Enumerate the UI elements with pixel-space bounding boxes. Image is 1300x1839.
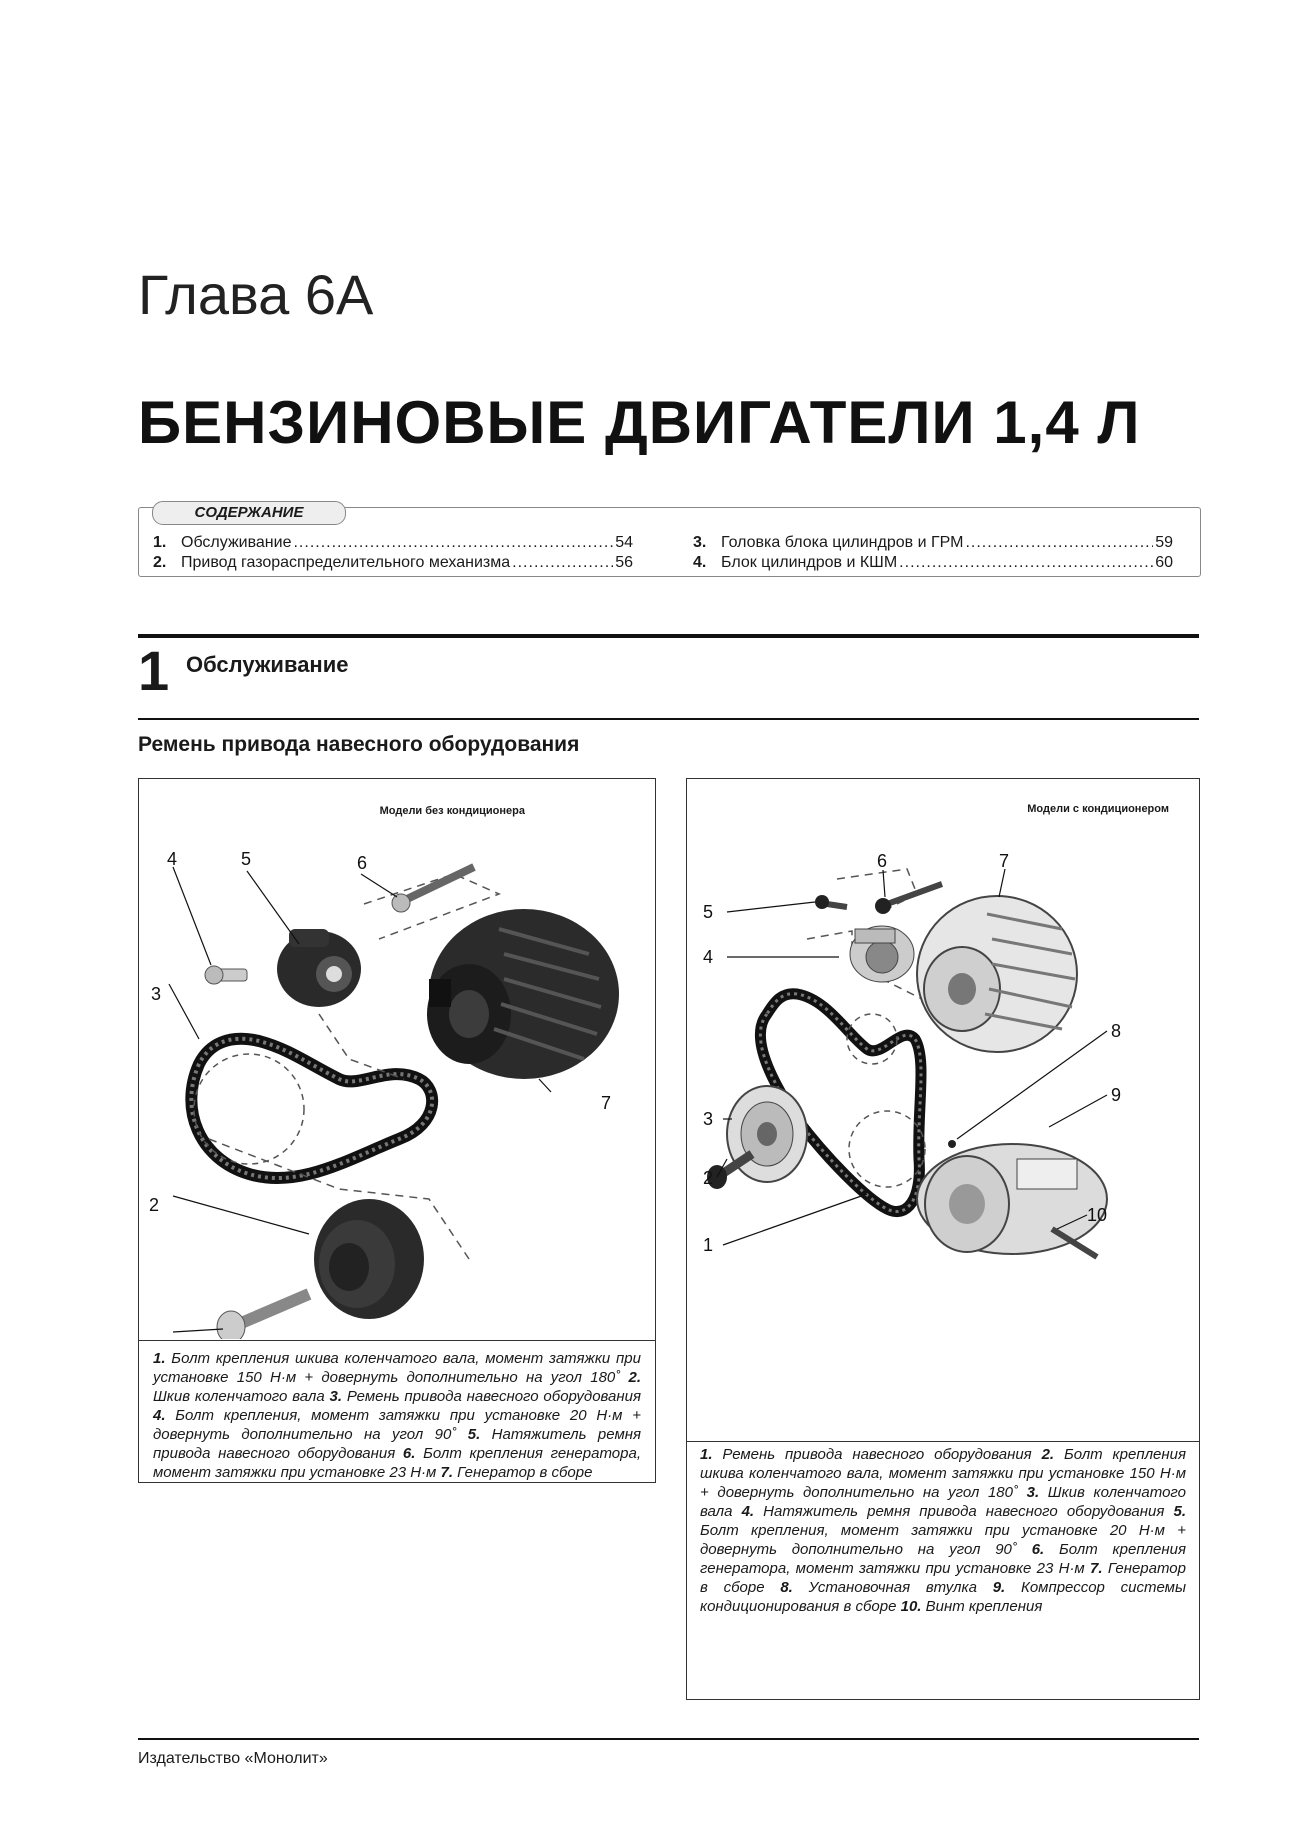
figure-caption-right: 1. Ремень привода навесного оборудования 2. Болт крепления шкива коленчатого вала, момент затяжки при установке 150 Н·м + довернуть дополнительно на угол 180˚ 3. Шкив коленчатого вала 4. Натяжитель ремня привода навесного оборудования 5. Болт крепления, момент затяжки при установке 20 Н·м + довернуть дополнительно на угол 90˚ 6. Болт крепления генератора, момент затяжки при установке 23 Н·м 7. Генератор в сборе 8. Установочная втулка 9. Компрессор системы кондиционирования в сборе 10. Винт крепления: [700, 1446, 1186, 1615]
callout-7: 7: [601, 1093, 612, 1113]
section-title: Обслуживание: [186, 652, 349, 677]
callout-r-1: 1: [703, 1235, 714, 1255]
toc-item-1[interactable]: 1. Обслуживание ..... 54: [153, 534, 633, 552]
section-rule-bottom: [138, 718, 1199, 720]
callouts-right: [687, 779, 1199, 1441]
callout-2: 2: [149, 1195, 160, 1215]
toc-item-2[interactable]: 2. Привод газораспределительного механизма ..... 56: [153, 554, 633, 572]
toc-item-3[interactable]: 3. Головка блока цилиндров и ГРМ ..... 59: [693, 534, 1173, 552]
figure-caption-left: 1. Болт крепления шкива коленчатого вала, момент затяжки при установке 150 Н·м + довернуть дополнительно на угол 180˚ 2. Шкив коленчатого вала 3. Ремень привода навесного оборудования 4. Болт крепления, момент затяжки при установке 20 Н·м + довернуть дополнительно на угол 90˚ 5. Натяжитель ремня привода навесного оборудования 6. Болт крепления генератора, момент затяжки при установке 23 Н·м 7. Генератор в сборе: [153, 1350, 642, 1481]
caption-box-right: [686, 1440, 1200, 1700]
footer-rule: [138, 1738, 1199, 1740]
chapter-heading: Глава 6А: [138, 263, 374, 326]
caption-divider-left: [139, 1340, 655, 1341]
publisher-footer: Издательство «Монолит»: [138, 1750, 328, 1767]
callout-r-10: 10: [1087, 1205, 1108, 1225]
toc-item-4[interactable]: 4. Блок цилиндров и КШМ ..... 60: [693, 554, 1173, 572]
callout-6: 6: [357, 853, 368, 873]
callout-r-6: 6: [877, 851, 888, 871]
callout-r-3: 3: [703, 1109, 714, 1129]
callout-r-7: 7: [999, 851, 1010, 871]
callout-5: 5: [241, 849, 252, 869]
section-number: 1: [138, 639, 170, 702]
callout-4: 4: [167, 849, 178, 869]
figure-panel-right: [686, 778, 1200, 1442]
figure-panel-left: [138, 778, 656, 1483]
figure-label-right: Модели с кондиционером: [1027, 803, 1169, 815]
callout-r-2: 2: [703, 1168, 714, 1188]
section-rule-top: [138, 634, 1199, 638]
page-title: БЕНЗИНОВЫЕ ДВИГАТЕЛИ 1,4 Л: [138, 389, 1141, 456]
callout-r-5: 5: [703, 902, 714, 922]
callout-3: 3: [151, 984, 162, 1004]
figure-label-left: Модели без кондиционера: [379, 805, 525, 817]
callout-r-8: 8: [1111, 1021, 1122, 1041]
subsection-title: Ремень привода навесного оборудования: [138, 733, 580, 756]
callout-r-4: 4: [703, 947, 714, 967]
callout-r-9: 9: [1111, 1085, 1122, 1105]
toc-label: СОДЕРЖАНИЕ: [152, 501, 346, 525]
callouts-left: [139, 779, 655, 1339]
